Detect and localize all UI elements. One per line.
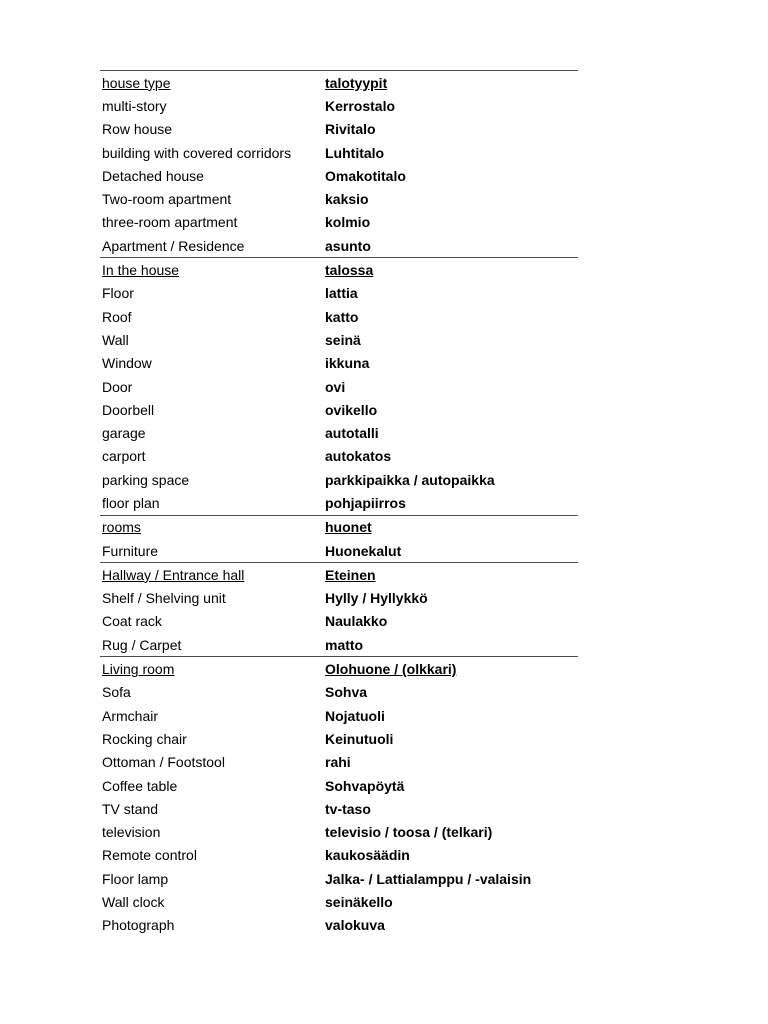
finnish-term: asunto bbox=[325, 237, 371, 254]
vocab-row bbox=[100, 118, 578, 141]
heading-english: Living room bbox=[102, 661, 175, 678]
vocab-row bbox=[100, 305, 578, 328]
finnish-term: Kerrostalo bbox=[325, 97, 396, 114]
vocab-row bbox=[100, 681, 578, 704]
finnish-term: seinäkello bbox=[325, 894, 393, 911]
english-term: Armchair bbox=[102, 707, 159, 724]
english-term: Apartment / Residence bbox=[102, 237, 245, 254]
english-term: Detached house bbox=[102, 167, 204, 184]
vocab-row bbox=[100, 774, 578, 797]
finnish-term: ikkuna bbox=[325, 355, 370, 372]
finnish-term: valokuva bbox=[325, 917, 385, 934]
english-term: three-room apartment bbox=[102, 214, 238, 231]
english-term: multi-story bbox=[102, 97, 167, 114]
english-term: Row house bbox=[102, 121, 173, 138]
finnish-term: lattia bbox=[325, 285, 358, 302]
english-term: Wall clock bbox=[102, 894, 165, 911]
vocab-row bbox=[100, 375, 578, 398]
finnish-term: Huonekalut bbox=[325, 542, 402, 559]
english-term: Coffee table bbox=[102, 777, 178, 794]
heading-finnish: talossa bbox=[325, 262, 374, 279]
vocab-row bbox=[100, 234, 578, 257]
vocab-row bbox=[100, 539, 578, 562]
section-heading bbox=[100, 258, 578, 281]
finnish-term: pohjapiirros bbox=[325, 494, 406, 511]
vocab-row bbox=[100, 821, 578, 844]
vocab-row bbox=[100, 468, 578, 491]
finnish-term: autokatos bbox=[325, 448, 392, 465]
finnish-term: Omakotitalo bbox=[325, 167, 406, 184]
finnish-term: parkkipaikka / autopaikka bbox=[325, 471, 495, 488]
vocab-row bbox=[100, 445, 578, 468]
vocab-row bbox=[100, 398, 578, 421]
finnish-term: Sohva bbox=[325, 684, 368, 701]
finnish-term: kaksio bbox=[325, 191, 369, 208]
vocab-row bbox=[100, 211, 578, 234]
english-term: Two-room apartment bbox=[102, 191, 232, 208]
vocab-section bbox=[100, 515, 578, 563]
finnish-term: seinä bbox=[325, 331, 361, 348]
finnish-term: ovikello bbox=[325, 401, 378, 418]
finnish-term: kolmio bbox=[325, 214, 371, 231]
english-term: television bbox=[102, 824, 161, 841]
vocab-row bbox=[100, 187, 578, 210]
english-term: Ottoman / Footstool bbox=[102, 754, 225, 771]
finnish-term: Rivitalo bbox=[325, 121, 376, 138]
vocab-section bbox=[100, 70, 578, 257]
finnish-term: Sohvapöytä bbox=[325, 777, 405, 794]
finnish-term: Hylly / Hyllykkö bbox=[325, 590, 428, 607]
vocab-row bbox=[100, 751, 578, 774]
english-term: Furniture bbox=[102, 542, 159, 559]
english-term: floor plan bbox=[102, 494, 160, 511]
vocab-row bbox=[100, 610, 578, 633]
vocab-row bbox=[100, 633, 578, 656]
vocab-row bbox=[100, 421, 578, 444]
heading-english: house type bbox=[102, 74, 171, 91]
finnish-term: kaukosäädin bbox=[325, 847, 410, 864]
heading-finnish: huonet bbox=[325, 519, 372, 536]
section-heading bbox=[100, 563, 578, 586]
heading-english: In the house bbox=[102, 262, 180, 279]
vocab-row bbox=[100, 164, 578, 187]
vocab-row bbox=[100, 727, 578, 750]
english-term: Coat rack bbox=[102, 613, 162, 630]
finnish-term: autotalli bbox=[325, 425, 379, 442]
english-term: Doorbell bbox=[102, 401, 155, 418]
finnish-term: televisio / toosa / (telkari) bbox=[325, 824, 493, 841]
heading-finnish: Eteinen bbox=[325, 566, 376, 583]
finnish-term: matto bbox=[325, 636, 364, 653]
finnish-term: katto bbox=[325, 308, 359, 325]
english-term: parking space bbox=[102, 471, 190, 488]
english-term: Remote control bbox=[102, 847, 197, 864]
vocab-row bbox=[100, 141, 578, 164]
vocab-section bbox=[100, 562, 578, 656]
section-heading bbox=[100, 657, 578, 680]
english-term: Rug / Carpet bbox=[102, 636, 182, 653]
english-term: Floor bbox=[102, 285, 134, 302]
finnish-term: Jalka- / Lattialamppu / -valaisin bbox=[325, 870, 532, 887]
vocab-row bbox=[100, 282, 578, 305]
english-term: Wall bbox=[102, 331, 129, 348]
section-heading bbox=[100, 71, 578, 94]
vocab-row bbox=[100, 491, 578, 514]
english-term: Window bbox=[102, 355, 152, 372]
english-term: Photograph bbox=[102, 917, 175, 934]
vocab-row bbox=[100, 867, 578, 890]
english-term: carport bbox=[102, 448, 146, 465]
section-heading bbox=[100, 516, 578, 539]
vocab-row bbox=[100, 797, 578, 820]
vocab-row bbox=[100, 94, 578, 117]
heading-english: rooms bbox=[102, 519, 141, 536]
vocab-row bbox=[100, 352, 578, 375]
english-term: garage bbox=[102, 425, 146, 442]
finnish-term: ovi bbox=[325, 378, 346, 395]
vocab-row bbox=[100, 328, 578, 351]
english-term: Shelf / Shelving unit bbox=[102, 590, 226, 607]
english-term: building with covered corridors bbox=[102, 144, 292, 161]
english-term: Door bbox=[102, 378, 133, 395]
vocab-row bbox=[100, 890, 578, 913]
vocab-row bbox=[100, 587, 578, 610]
heading-finnish: Olohuone / (olkkari) bbox=[325, 661, 457, 678]
vocab-row bbox=[100, 914, 578, 937]
english-term: Roof bbox=[102, 308, 132, 325]
heading-finnish: talotyypit bbox=[325, 74, 388, 91]
finnish-term: rahi bbox=[325, 754, 351, 771]
english-term: Rocking chair bbox=[102, 730, 187, 747]
finnish-term: Nojatuoli bbox=[325, 707, 385, 724]
vocab-section bbox=[100, 656, 578, 937]
vocab-row bbox=[100, 844, 578, 867]
vocab-section bbox=[100, 257, 578, 514]
english-term: Sofa bbox=[102, 684, 131, 701]
finnish-term: Keinutuoli bbox=[325, 730, 394, 747]
finnish-term: tv-taso bbox=[325, 800, 371, 817]
english-term: TV stand bbox=[102, 800, 159, 817]
finnish-term: Luhtitalo bbox=[325, 144, 385, 161]
heading-english: Hallway / Entrance hall bbox=[102, 566, 245, 583]
english-term: Floor lamp bbox=[102, 870, 169, 887]
finnish-term: Naulakko bbox=[325, 613, 388, 630]
vocabulary-table bbox=[100, 70, 578, 937]
vocab-row bbox=[100, 704, 578, 727]
